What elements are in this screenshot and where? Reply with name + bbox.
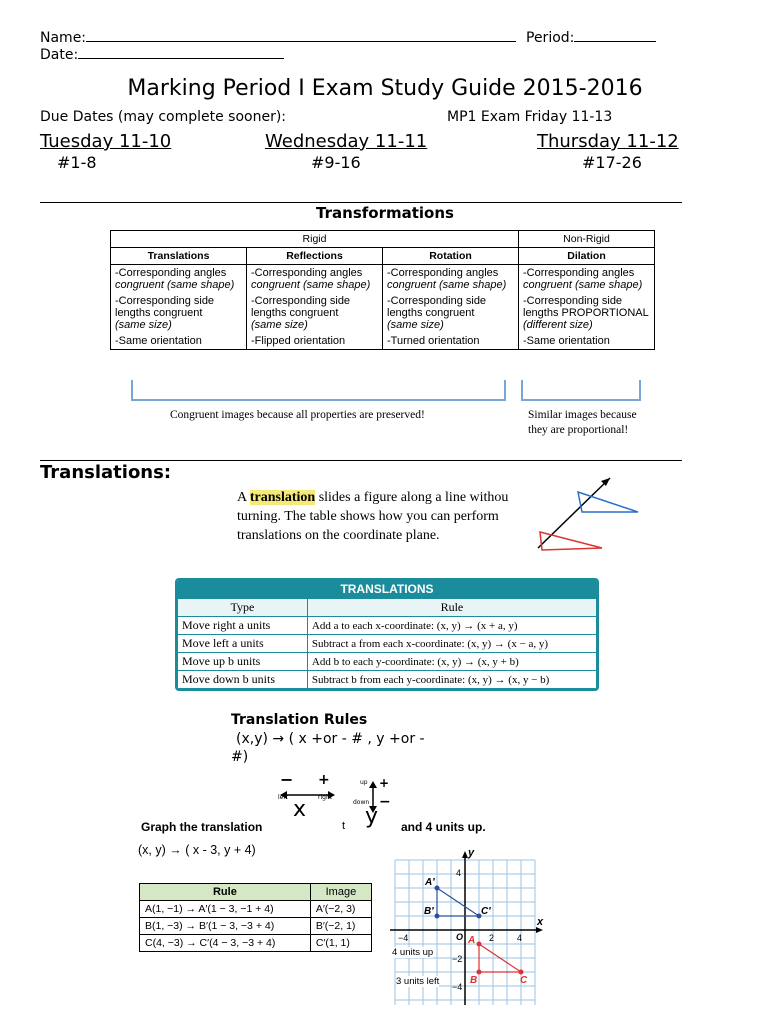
day-thursday-items: #17-26: [582, 153, 642, 172]
row-type: Move left a units: [178, 635, 308, 653]
cell-text: -Corresponding side: [387, 295, 487, 307]
cell-text: -Corresponding side: [523, 295, 623, 307]
table-row: [140, 901, 372, 918]
cell-text: congruent (same shape): [115, 279, 235, 291]
note-similar-1: Similar images because: [528, 409, 637, 421]
tick-x-4: 4: [517, 933, 523, 943]
row-type: Move up b units: [178, 653, 308, 671]
row-rule: C(4, −3) → C′(4 − 3, −3 + 4): [140, 935, 311, 952]
cell-text: -Corresponding angles: [251, 267, 363, 279]
row-rule: Subtract a from each x-coordinate: (x, y) → (x − a, y): [307, 635, 596, 653]
cell-text: (same size): [115, 319, 172, 331]
label-3-units-left: 3 units left: [396, 976, 440, 987]
cell-text: congruent (same shape): [387, 279, 507, 291]
name-field[interactable]: [86, 28, 516, 42]
cell-text: -Flipped orientation: [251, 335, 346, 347]
x-minus: −: [280, 770, 294, 789]
label-4-units-up: 4 units up: [392, 947, 434, 958]
period-line: [526, 28, 656, 46]
intro-text: turning. The table shows how you can perform: [237, 509, 499, 524]
name-line: [40, 28, 516, 46]
cell-text: -Corresponding side: [115, 295, 215, 307]
tick-y-neg4: −4: [452, 982, 463, 992]
cell-text: -Same orientation: [523, 335, 610, 347]
translations-table: [177, 598, 597, 689]
cell-text: -Turned orientation: [387, 335, 480, 347]
graph-label: Graph the translation: [141, 820, 263, 834]
cell-properties: [383, 265, 519, 350]
y-up: up: [360, 779, 368, 786]
day-tuesday-items: #1-8: [57, 153, 97, 172]
group-nonrigid: Non-Rigid: [519, 231, 655, 248]
day-wednesday-items: #9-16: [311, 153, 361, 172]
cell-text: (same size): [387, 319, 444, 331]
mapping-rule: (x, y) → ( x - 3, y + 4): [138, 843, 256, 857]
point-b: B: [470, 975, 478, 986]
note-similar-2: they are proportional!: [528, 424, 629, 436]
day-tuesday: Tuesday 11-10: [40, 131, 172, 152]
col-rotation: Rotation: [383, 248, 519, 265]
cell-text: congruent (same shape): [523, 279, 643, 291]
period-label: Period:: [526, 30, 575, 46]
table-row: [140, 918, 372, 935]
cell-text: -Same orientation: [115, 335, 202, 347]
tick-y-4: 4: [456, 868, 462, 878]
transformations-table: [110, 230, 655, 350]
period-field[interactable]: [574, 28, 656, 42]
intro-text: A: [237, 490, 247, 505]
point-a-prime: A′: [425, 877, 435, 888]
cell-text: -Corresponding side: [251, 295, 351, 307]
table-row: [178, 671, 597, 689]
group-rigid: Rigid: [111, 231, 519, 248]
translations-table-title: TRANSLATIONS: [177, 580, 597, 598]
cell-properties: [111, 265, 247, 350]
cell-properties: [519, 265, 655, 350]
table-row: [178, 617, 597, 635]
rules-line-2: #): [231, 749, 249, 765]
divider-2: [40, 460, 682, 461]
col-rule: Rule: [140, 884, 311, 901]
x-right: right: [318, 794, 333, 801]
intro-text: translations on the coordinate plane.: [237, 528, 440, 543]
date-label: Date:: [40, 47, 79, 63]
point-a: A: [468, 935, 476, 946]
cell-text: -Corresponding angles: [115, 267, 227, 279]
point-b-prime: B′: [424, 906, 434, 917]
row-rule: B(1, −3) → B′(1 − 3, −3 + 4): [140, 918, 311, 935]
cell-text: -Corresponding angles: [523, 267, 635, 279]
exam-label: MP1 Exam Friday 11-13: [447, 109, 613, 125]
row-rule: Add a to each x-coordinate: (x, y) → (x + a, y): [307, 617, 596, 635]
row-rule: Subtract b from each y-coordinate: (x, y) → (x, y − b): [307, 671, 596, 689]
day-wednesday: Wednesday 11-11: [265, 131, 428, 152]
cell-text: (different size): [523, 319, 593, 331]
row-rule: Add b to each y-coordinate: (x, y) → (x, y + b): [307, 653, 596, 671]
col-reflections: Reflections: [247, 248, 383, 265]
y-variable: y: [365, 804, 379, 829]
col-type: Type: [178, 599, 308, 617]
due-dates-label: Due Dates (may complete sooner):: [40, 109, 287, 125]
cell-text: congruent (same shape): [251, 279, 371, 291]
graph-y-axis-label: y: [468, 847, 475, 859]
row-type: Move right a units: [178, 617, 308, 635]
x-left: left: [278, 794, 288, 801]
translations-heading: Translations:: [40, 462, 172, 483]
col-translations: Translations: [111, 248, 247, 265]
y-down: down: [353, 799, 370, 806]
translation-highlight: translation: [249, 490, 316, 505]
date-line: [40, 45, 284, 63]
date-field[interactable]: [78, 45, 284, 59]
tick-x-2: 2: [489, 933, 495, 943]
graph-tail-1: t: [342, 820, 346, 832]
row-image: C′(1, 1): [310, 935, 371, 952]
table-row: [140, 935, 372, 952]
cell-properties: [247, 265, 383, 350]
name-label: Name:: [40, 30, 87, 46]
row-image: B′(−2, 1): [310, 918, 371, 935]
bracket-lines: [110, 378, 655, 408]
row-type: Move down b units: [178, 671, 308, 689]
x-variable: x: [293, 797, 307, 822]
x-plus: +: [318, 772, 330, 788]
point-c: C: [520, 975, 528, 986]
cell-text: lengths congruent: [251, 307, 339, 319]
point-c-prime: C′: [481, 906, 491, 917]
table-row: [178, 635, 597, 653]
translation-intro: [237, 488, 508, 545]
table-row: [178, 653, 597, 671]
col-rule: Rule: [307, 599, 596, 617]
graph-origin: O: [456, 932, 464, 942]
graph-tail-2: and 4 units up.: [401, 820, 486, 834]
note-congruent: Congruent images because all properties are preserved!: [170, 409, 425, 421]
tick-x-neg4: −4: [398, 933, 409, 943]
rules-line-1: (x,y) → ( x +or - # , y +or -: [236, 731, 425, 747]
tick-y-neg2: −2: [452, 954, 463, 964]
page-title: Marking Period I Exam Study Guide 2015-2016: [127, 76, 643, 101]
cell-text: lengths congruent: [387, 307, 475, 319]
y-minus: −: [379, 794, 391, 810]
day-thursday: Thursday 11-12: [537, 131, 679, 152]
transformations-heading: Transformations: [316, 204, 454, 222]
rule-image-table: [139, 883, 372, 952]
divider-1: [40, 202, 682, 203]
cell-text: lengths PROPORTIONAL: [523, 307, 649, 319]
intro-text: slides a figure along a line withou: [318, 490, 509, 505]
cell-text: -Corresponding angles: [387, 267, 499, 279]
translations-table-box: [175, 578, 599, 691]
translation-triangles-figure: [530, 470, 650, 555]
row-image: A′(−2, 3): [310, 901, 371, 918]
y-plus: +: [379, 776, 390, 790]
graph-x-axis-label: x: [537, 916, 544, 928]
col-image: Image: [310, 884, 371, 901]
rules-heading: Translation Rules: [231, 712, 368, 728]
cell-text: lengths congruent: [115, 307, 203, 319]
row-rule: A(1, −1) → A′(1 − 3, −1 + 4): [140, 901, 311, 918]
cell-text: (same size): [251, 319, 308, 331]
col-dilation: Dilation: [519, 248, 655, 265]
